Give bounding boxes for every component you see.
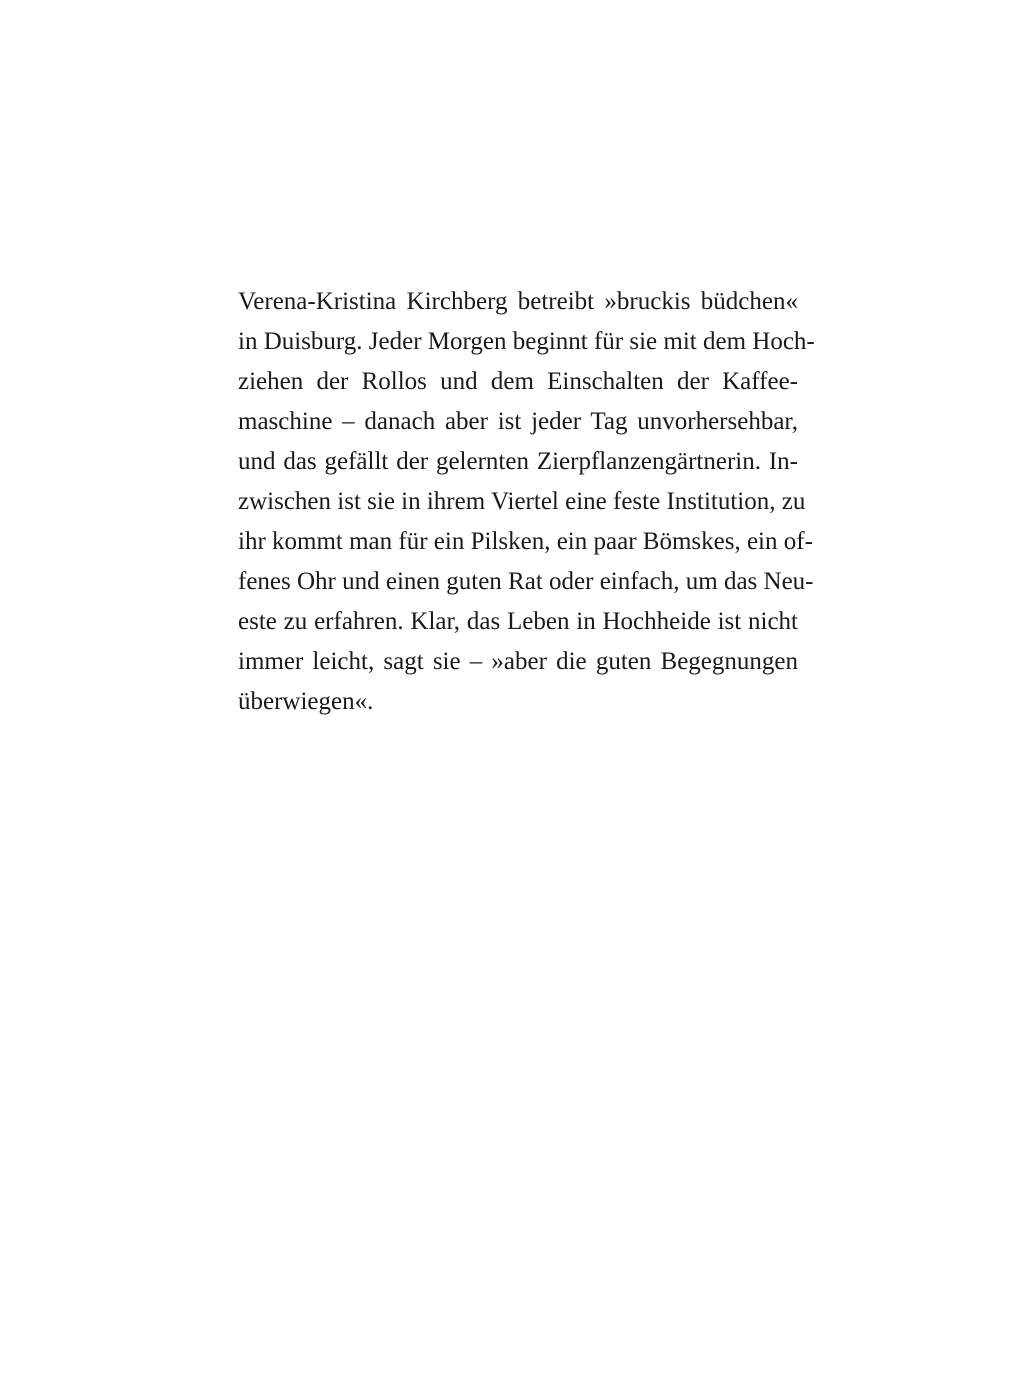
paragraph-line-2: in Duisburg. Jeder Morgen beginnt für sie mit dem Hoch-: [238, 328, 815, 355]
paragraph-line-11: überwiegen«.: [238, 688, 374, 715]
paragraph-line-1: Verena-Kristina Kirchberg betreibt »bruckis büdchen«: [238, 288, 798, 315]
paragraph-line-3: ziehen der Rollos und dem Einschalten der Kaffee-: [238, 368, 798, 395]
paragraph-line-8: fenes Ohr und einen guten Rat oder einfach, um das Neu-: [238, 568, 814, 595]
paragraph-line-10: immer leicht, sagt sie – »aber die guten Begegnungen: [238, 648, 798, 675]
paragraph-line-5: und das gefällt der gelernten Zierpflanzengärtnerin. In-: [238, 448, 798, 475]
paragraph-line-6: zwischen ist sie in ihrem Viertel eine feste Institution, zu: [238, 488, 806, 515]
paragraph-line-7: ihr kommt man für ein Pilsken, ein paar Bömskes, ein of-: [238, 528, 813, 555]
body-paragraph: [238, 282, 815, 722]
paragraph-line-4: maschine – danach aber ist jeder Tag unvorhersehbar,: [238, 408, 798, 435]
paragraph-line-9: este zu erfahren. Klar, das Leben in Hochheide ist nicht: [238, 608, 798, 635]
